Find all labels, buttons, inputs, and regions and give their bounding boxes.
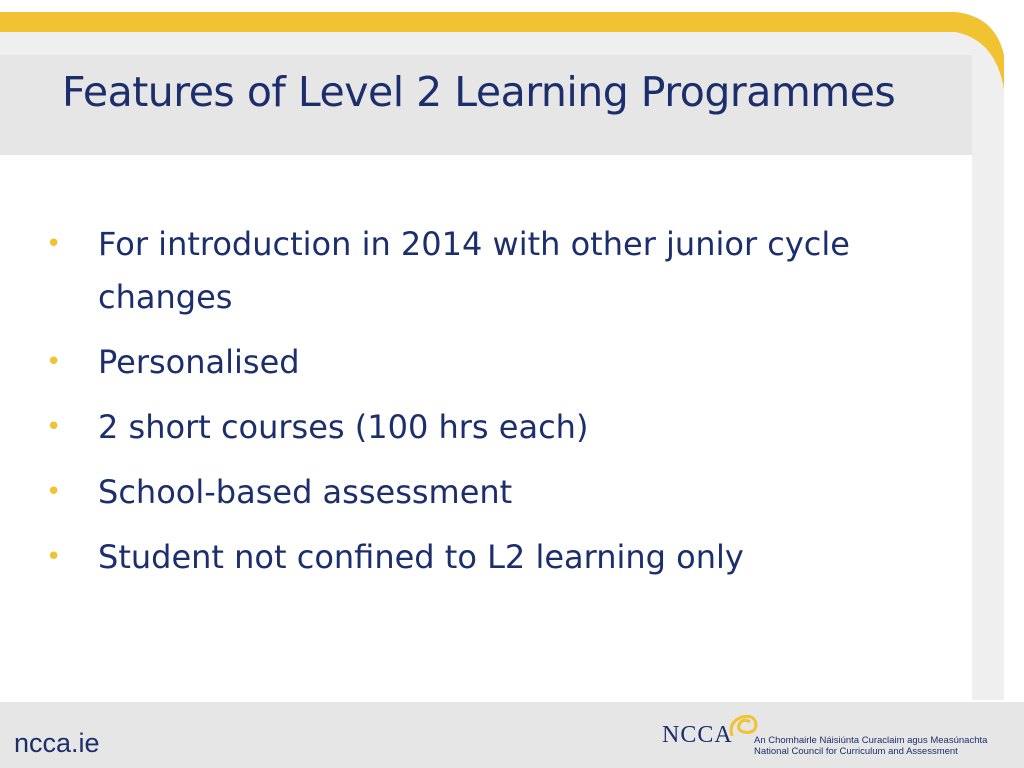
bullet-text: 2 short courses (100 hrs each) <box>98 408 589 446</box>
list-item <box>46 466 946 519</box>
bullet-icon: • <box>46 477 62 507</box>
list-item <box>46 531 946 584</box>
bullet-text: For introduction in 2014 with other junior cycle changes <box>98 225 850 316</box>
bullet-text: Personalised <box>98 343 300 381</box>
list-item <box>46 401 946 454</box>
bullet-icon: • <box>46 229 62 259</box>
bullet-text: Student not confined to L2 learning only <box>98 538 744 576</box>
bullet-list <box>46 218 946 596</box>
list-item <box>46 218 878 324</box>
footer-website: ncca.ie <box>14 728 100 758</box>
ncca-logo-text: NCCA <box>662 722 733 748</box>
bullet-text: School-based assessment <box>98 473 513 511</box>
bullet-icon: • <box>46 412 62 442</box>
bullet-icon: • <box>46 347 62 377</box>
slide-title: Features of Level 2 Learning Programmes <box>62 68 896 116</box>
ncca-irish-name: An Chomhairle Náisiúnta Curaclaim agus Measúnachta <box>754 735 988 746</box>
bullet-icon: • <box>46 542 62 572</box>
ncca-english-name: National Council for Curriculum and Assessment <box>754 746 958 757</box>
list-item <box>46 336 946 389</box>
